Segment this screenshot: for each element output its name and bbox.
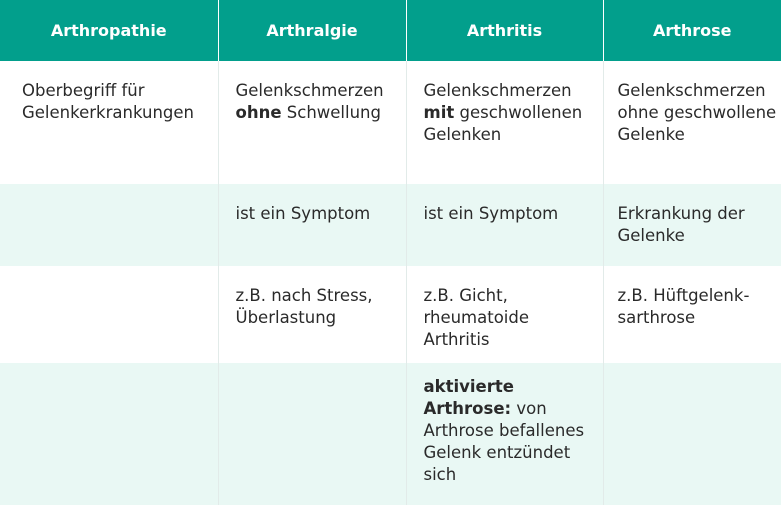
cell-text: Gelenkschmerzen bbox=[235, 81, 384, 100]
cell-arthropathie-activated bbox=[0, 363, 218, 505]
emphasis-mit: mit bbox=[423, 103, 455, 122]
cell-arthrose-examples: z.B. Hüftgelenk-sarthrose bbox=[603, 266, 781, 363]
cell-text: Gelenkschmerzen bbox=[423, 81, 572, 100]
cell-arthrose-activated bbox=[603, 363, 781, 505]
cell-arthropathie-type bbox=[0, 184, 218, 266]
cell-arthritis-examples: z.B. Gicht, rheumatoide Arthritis bbox=[406, 266, 603, 363]
table-row-type bbox=[0, 184, 781, 266]
cell-arthropathie-definition: Oberbegriff für Gelenkerkrankungen bbox=[0, 61, 218, 184]
cell-arthralgie-activated bbox=[218, 363, 406, 505]
cell-arthralgie-type: ist ein Symptom bbox=[218, 184, 406, 266]
cell-arthralgie-examples: z.B. nach Stress, Überlastung bbox=[218, 266, 406, 363]
cell-arthropathie-examples bbox=[0, 266, 218, 363]
header-arthralgie: Arthralgie bbox=[218, 0, 406, 61]
table-row-definition bbox=[0, 61, 781, 184]
cell-arthrose-type: Erkrankung der Gelenke bbox=[603, 184, 781, 266]
cell-text: Schwellung bbox=[281, 103, 381, 122]
header-arthritis: Arthritis bbox=[406, 0, 603, 61]
table-row-examples bbox=[0, 266, 781, 363]
header-arthrose: Arthrose bbox=[603, 0, 781, 61]
cell-text: geschwollenen Gelenken bbox=[423, 103, 583, 144]
header-arthropathie: Arthropathie bbox=[0, 0, 218, 61]
cell-arthritis-activated bbox=[406, 363, 603, 505]
cell-arthritis-type: ist ein Symptom bbox=[406, 184, 603, 266]
cell-text: von Arthrose befallenes Gelenk entzündet sich bbox=[423, 399, 585, 484]
emphasis-aktivierte-arthrose: aktivierte Arthrose: bbox=[423, 377, 514, 418]
emphasis-ohne: ohne bbox=[235, 103, 282, 122]
cell-arthritis-definition bbox=[406, 61, 603, 184]
cell-arthralgie-definition bbox=[218, 61, 406, 184]
header-row bbox=[0, 0, 781, 61]
table-row-activated bbox=[0, 363, 781, 505]
cell-arthrose-definition: Gelenkschmerzen ohne geschwollene Gelenke bbox=[603, 61, 781, 184]
